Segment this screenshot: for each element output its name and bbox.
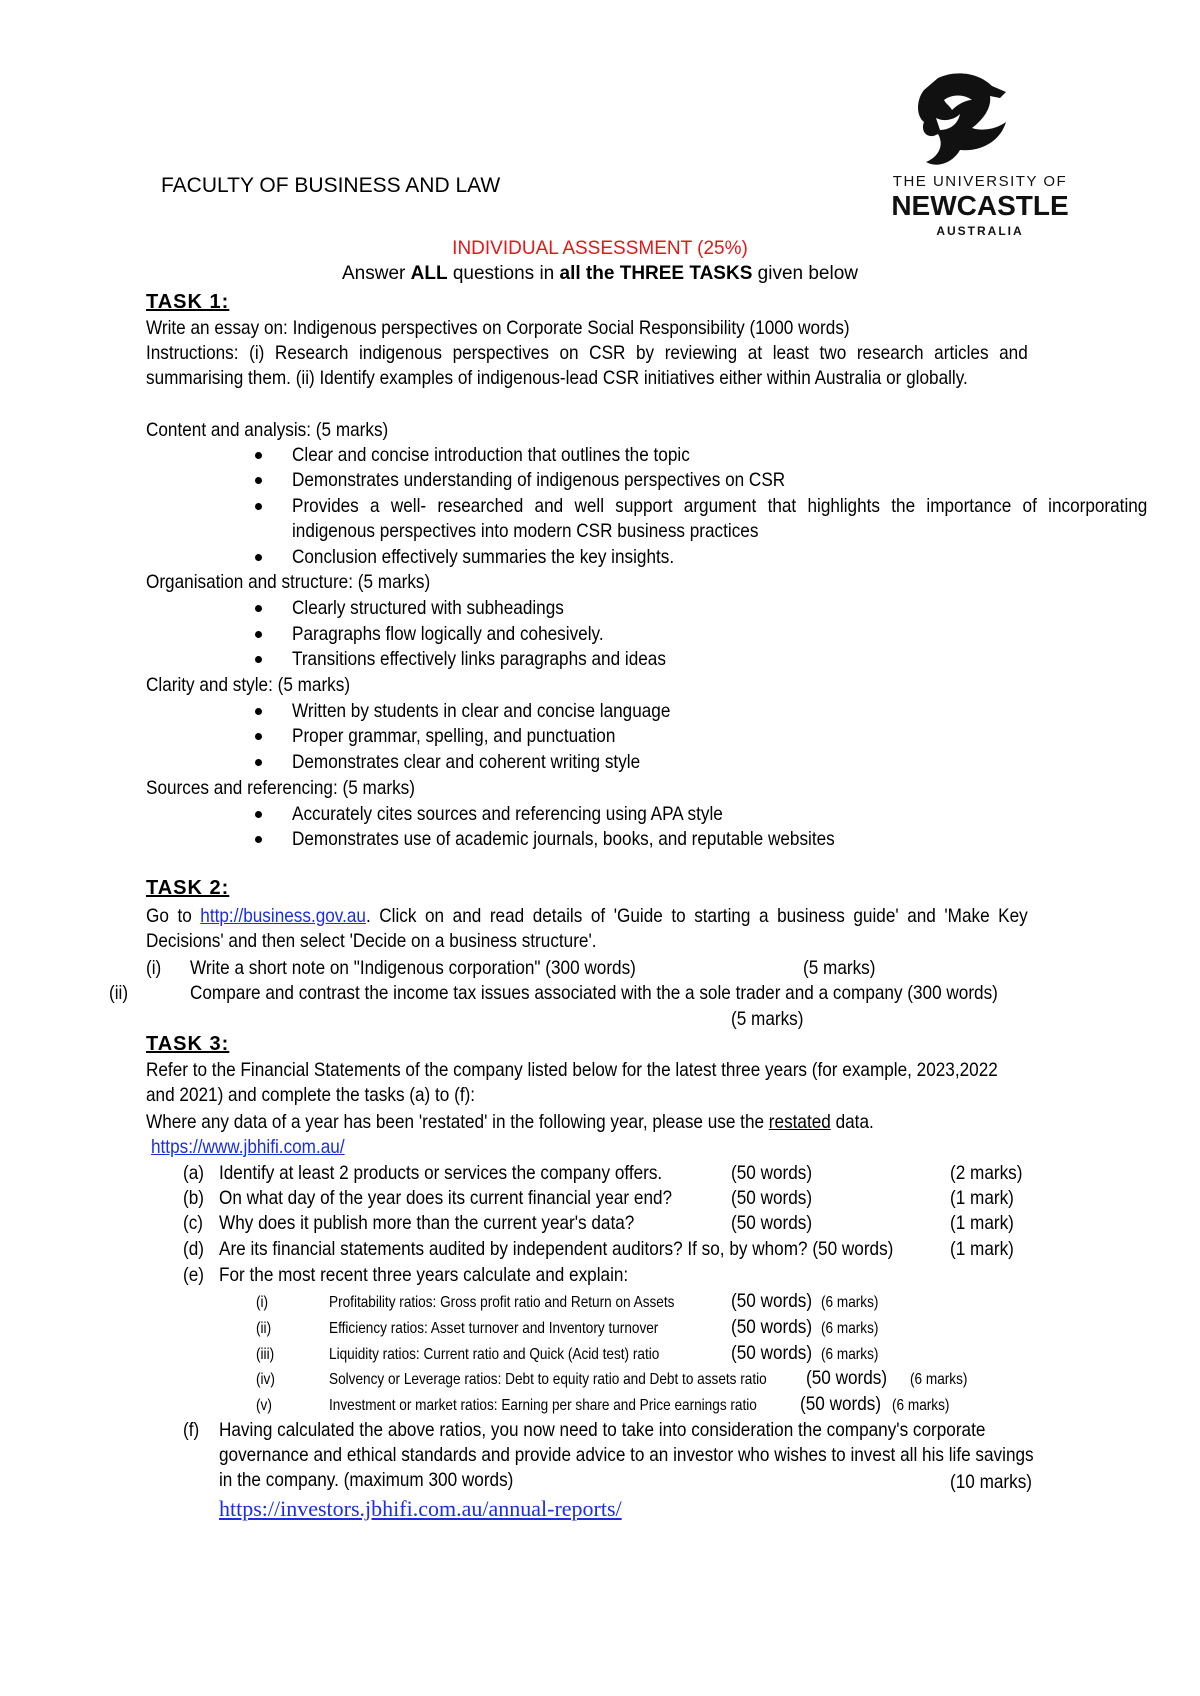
organisation-item: Clearly structured with subheadings [292, 597, 564, 619]
task2-ii-text: Compare and contrast the income tax issues associated with the a sole trader and a company (300 words) [190, 982, 998, 1004]
task1-instructions: Instructions: (i) Research indigenous perspectives on CSR by reviewing at least two research articles and summarising them. (ii) Identify examples of indigenous-lead CSR initiatives either within Australia or globally. [146, 342, 1028, 389]
sources-item: Demonstrates use of academic journals, books, and reputable websites [292, 828, 835, 850]
ratio-label: (iv) [256, 1371, 275, 1388]
business-gov-link[interactable]: http://business.gov.au [200, 905, 366, 927]
task3-b-text: On what day of the year does its current financial year end? [219, 1187, 673, 1209]
bullet-icon [255, 733, 262, 740]
assessment-title: INDIVIDUAL ASSESSMENT (25%) [452, 238, 748, 259]
content-item: Clear and concise introduction that outlines the topic [292, 444, 690, 466]
task3-b-label: (b) [183, 1187, 204, 1209]
task2-go-to: Go to [146, 905, 201, 927]
clarity-item: Proper grammar, spelling, and punctuation [292, 725, 616, 747]
task2-intro-rest: . Click on and read details of 'Guide to starting a business guide' and 'Make Key Decisions' and then select 'Decide on a business structure'. [146, 905, 1028, 952]
sources-heading: Sources and referencing: (5 marks) [146, 777, 415, 799]
jbhifi-link[interactable]: https://www.jbhifi.com.au/ [151, 1136, 345, 1158]
task3-a-text: Identify at least 2 products or services the company offers. [219, 1162, 663, 1184]
bullet-icon [255, 811, 262, 818]
content-item: Provides a well- researched and well support argument that highlights the importance of incorporating indigenous perspectives into modern CSR business practices [292, 495, 1148, 542]
horse-head-icon [880, 70, 1080, 170]
bullet-icon [255, 477, 262, 484]
task3-c-label: (c) [183, 1212, 204, 1234]
bullet-icon [255, 656, 262, 663]
ratio-marks: (6 marks) [821, 1346, 879, 1363]
content-heading: Content and analysis: (5 marks) [146, 419, 389, 441]
task3-heading: TASK 3: [146, 1033, 230, 1055]
task3-intro: Refer to the Financial Statements of the company listed below for the latest three years (for example, 2023,2022 and 2021) and complete the tasks (a) to (f): [146, 1059, 998, 1106]
answer-instruction [0, 263, 1200, 285]
ratio-text: Efficiency ratios: Asset turnover and Inventory turnover [329, 1320, 659, 1337]
bullet-icon [255, 554, 262, 561]
sources-item: Accurately cites sources and referencing using APA style [292, 803, 723, 825]
bullet-icon [255, 759, 262, 766]
task3-f-marks: (10 marks) [950, 1471, 1033, 1493]
restated-pre: Where any data of a year has been 'restated' in the following year, please use the [146, 1111, 769, 1133]
clarity-item: Written by students in clear and concise language [292, 700, 671, 722]
bullet-icon [255, 708, 262, 715]
ratio-marks: (6 marks) [910, 1371, 968, 1388]
bullet-icon [255, 836, 262, 843]
ratio-marks: (6 marks) [821, 1320, 879, 1337]
task3-a-words: (50 words) [731, 1162, 813, 1184]
task1-essay: Write an essay on: Indigenous perspectives on Corporate Social Responsibility (1000 words) [146, 317, 850, 339]
ratio-words: (50 words) [731, 1290, 813, 1312]
task2-intro [146, 904, 1028, 954]
university-logo [880, 70, 1080, 240]
task3-d-marks: (1 mark) [950, 1238, 1014, 1260]
task3-e-label: (e) [183, 1264, 204, 1286]
ratio-text: Profitability ratios: Gross profit ratio and Return on Assets [329, 1294, 675, 1311]
task3-e-text: For the most recent three years calculate and explain: [219, 1264, 629, 1286]
task3-a-marks: (2 marks) [950, 1162, 1023, 1184]
faculty-title: FACULTY OF BUSINESS AND LAW [161, 174, 501, 197]
task3-f-label: (f) [183, 1419, 200, 1441]
task3-restated-note [146, 1110, 874, 1135]
task3-f-text: Having calculated the above ratios, you now need to take into consideration the company's corporate governance and ethical standards and provide advice to an investor who wishes to invest all his life savings in the company. (maximum 300 words) [219, 1419, 1034, 1491]
university-line2: NEWCASTLE [891, 190, 1069, 221]
ratio-text: Liquidity ratios: Current ratio and Quick (Acid test) ratio [329, 1346, 660, 1363]
ratio-text: Investment or market ratios: Earning per share and Price earnings ratio [329, 1397, 757, 1414]
task2-i-label: (i) [146, 957, 162, 979]
task2-i-text: Write a short note on "Indigenous corporation" (300 words) [190, 957, 636, 979]
ratio-words: (50 words) [806, 1367, 888, 1389]
ratio-text: Solvency or Leverage ratios: Debt to equity ratio and Debt to assets ratio [329, 1371, 767, 1388]
ratio-label: (v) [256, 1397, 272, 1414]
ratio-marks: (6 marks) [892, 1397, 950, 1414]
task3-d-label: (d) [183, 1238, 204, 1260]
ratio-words: (50 words) [731, 1342, 813, 1364]
task2-ii-marks: (5 marks) [731, 1008, 804, 1030]
task3-a-label: (a) [183, 1162, 204, 1184]
task1-heading: TASK 1: [146, 291, 230, 313]
bullet-icon [255, 631, 262, 638]
instruction-post: given below [752, 263, 858, 284]
instruction-mid: questions in [447, 263, 560, 284]
bullet-icon [255, 503, 262, 510]
task2-i-marks: (5 marks) [803, 957, 876, 979]
bullet-icon [255, 605, 262, 612]
content-item: Conclusion effectively summaries the key insights. [292, 546, 675, 568]
university-line1: THE UNIVERSITY OF [892, 173, 1068, 190]
task3-b-marks: (1 mark) [950, 1187, 1014, 1209]
ratio-words: (50 words) [800, 1393, 882, 1415]
annual-reports-link[interactable]: https://investors.jbhifi.com.au/annual-reports/ [219, 1496, 622, 1521]
task3-c-words: (50 words) [731, 1212, 813, 1234]
clarity-item: Demonstrates clear and coherent writing style [292, 751, 641, 773]
content-item: Demonstrates understanding of indigenous perspectives on CSR [292, 469, 786, 491]
task2-ii-label: (ii) [109, 982, 129, 1004]
restated-post: data. [830, 1111, 874, 1133]
instruction-all: ALL [410, 263, 448, 284]
organisation-item: Transitions effectively links paragraphs and ideas [292, 648, 666, 670]
restated-word: restated [768, 1111, 831, 1133]
ratio-marks: (6 marks) [821, 1294, 879, 1311]
task2-heading: TASK 2: [146, 877, 230, 899]
university-line3: AUSTRALIA [936, 224, 1024, 238]
bullet-icon [255, 452, 262, 459]
task3-c-marks: (1 mark) [950, 1212, 1014, 1234]
ratio-label: (iii) [256, 1346, 275, 1363]
clarity-heading: Clarity and style: (5 marks) [146, 674, 351, 696]
task3-d-text: Are its financial statements audited by independent auditors? If so, by whom? (50 words) [219, 1238, 894, 1260]
organisation-item: Paragraphs flow logically and cohesively. [292, 623, 604, 645]
task3-b-words: (50 words) [731, 1187, 813, 1209]
ratio-words: (50 words) [731, 1316, 813, 1338]
ratio-label: (i) [256, 1294, 269, 1311]
ratio-label: (ii) [256, 1320, 272, 1337]
task3-c-text: Why does it publish more than the current year's data? [219, 1212, 635, 1234]
instruction-three: all the THREE TASKS [559, 263, 753, 284]
instruction-pre: Answer [341, 263, 411, 284]
organisation-heading: Organisation and structure: (5 marks) [146, 571, 431, 593]
